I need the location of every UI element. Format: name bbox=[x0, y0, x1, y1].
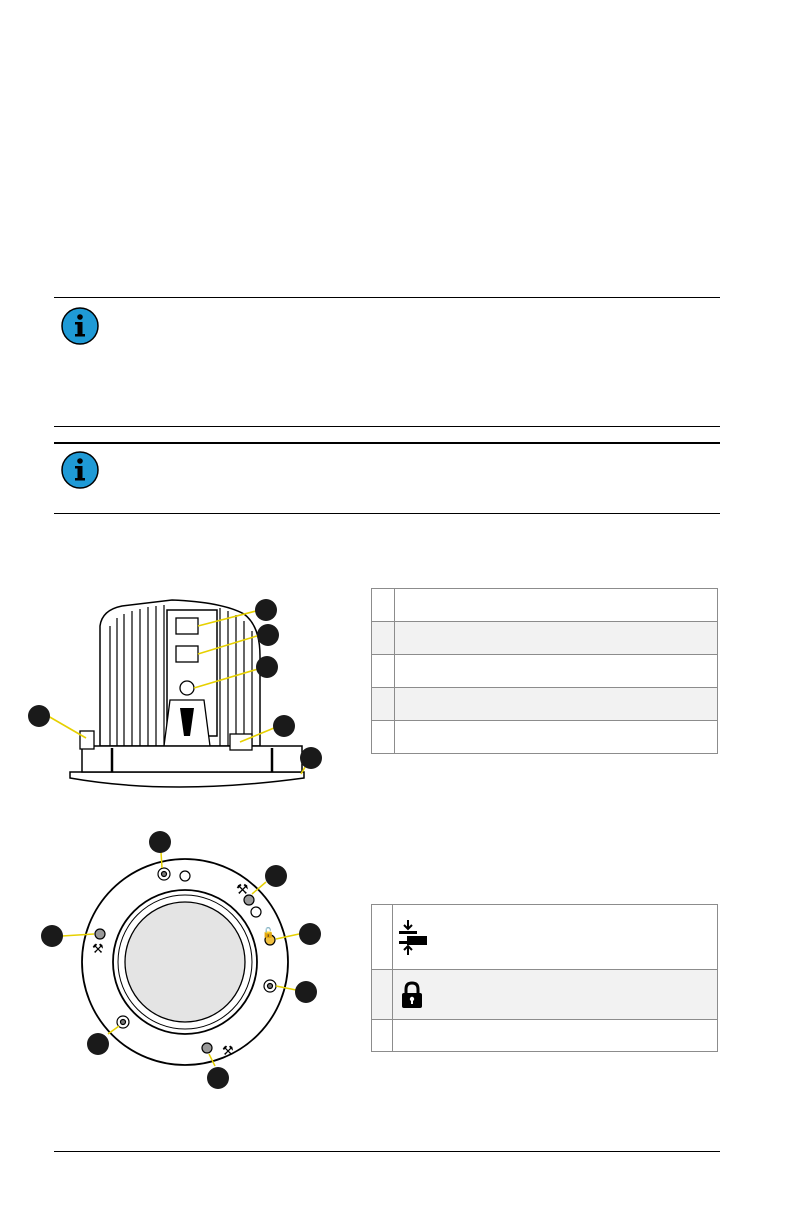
row-description bbox=[395, 721, 718, 754]
note-top-rule bbox=[54, 297, 720, 298]
fixture-bottom-view-figure bbox=[22, 826, 332, 1090]
note-bottom-rule bbox=[54, 513, 720, 514]
hole bbox=[180, 871, 190, 881]
lens bbox=[125, 902, 245, 1022]
row-description bbox=[395, 688, 718, 721]
table-row bbox=[372, 655, 718, 688]
bezel bbox=[70, 772, 304, 787]
row-description bbox=[395, 655, 718, 688]
row-description bbox=[393, 905, 718, 970]
fixture-side-view-figure bbox=[22, 596, 332, 796]
row-number bbox=[372, 905, 393, 970]
table-row bbox=[372, 1020, 718, 1052]
row-number bbox=[372, 589, 395, 622]
row-description bbox=[395, 622, 718, 655]
row-description bbox=[393, 970, 718, 1020]
row-number bbox=[372, 721, 395, 754]
row-description bbox=[393, 1020, 718, 1052]
rj45-port bbox=[176, 618, 198, 634]
screw bbox=[95, 929, 105, 939]
tilt-icon: ⚒ bbox=[222, 1044, 234, 1059]
clamp-adjust-icon bbox=[395, 917, 429, 957]
table-row bbox=[372, 589, 718, 622]
rj45-port bbox=[176, 646, 198, 662]
info-icon bbox=[60, 306, 100, 346]
note-bottom-rule bbox=[54, 426, 720, 427]
row-number bbox=[372, 688, 395, 721]
screw bbox=[202, 1043, 212, 1053]
footer-rule bbox=[54, 1151, 720, 1152]
row-number bbox=[372, 655, 395, 688]
lock-icon: 🔓 bbox=[262, 928, 275, 939]
callout-table bbox=[371, 588, 718, 754]
ground-screw bbox=[180, 681, 194, 695]
table-row bbox=[372, 721, 718, 754]
row-description bbox=[395, 589, 718, 622]
table-row bbox=[372, 688, 718, 721]
note-top-rule bbox=[54, 442, 720, 444]
row-number bbox=[372, 970, 393, 1020]
table-row bbox=[372, 905, 718, 970]
callout-icon-table bbox=[371, 904, 718, 1052]
lock-icon bbox=[399, 980, 425, 1010]
table-row bbox=[372, 970, 718, 1020]
hole bbox=[251, 907, 261, 917]
row-number bbox=[372, 1020, 393, 1052]
spring-clip bbox=[80, 731, 94, 749]
row-number bbox=[372, 622, 395, 655]
tilt-icon: ⚒ bbox=[92, 942, 104, 957]
table-row bbox=[372, 622, 718, 655]
info-icon bbox=[60, 450, 100, 490]
tilt-icon: ⚒ bbox=[236, 882, 249, 898]
